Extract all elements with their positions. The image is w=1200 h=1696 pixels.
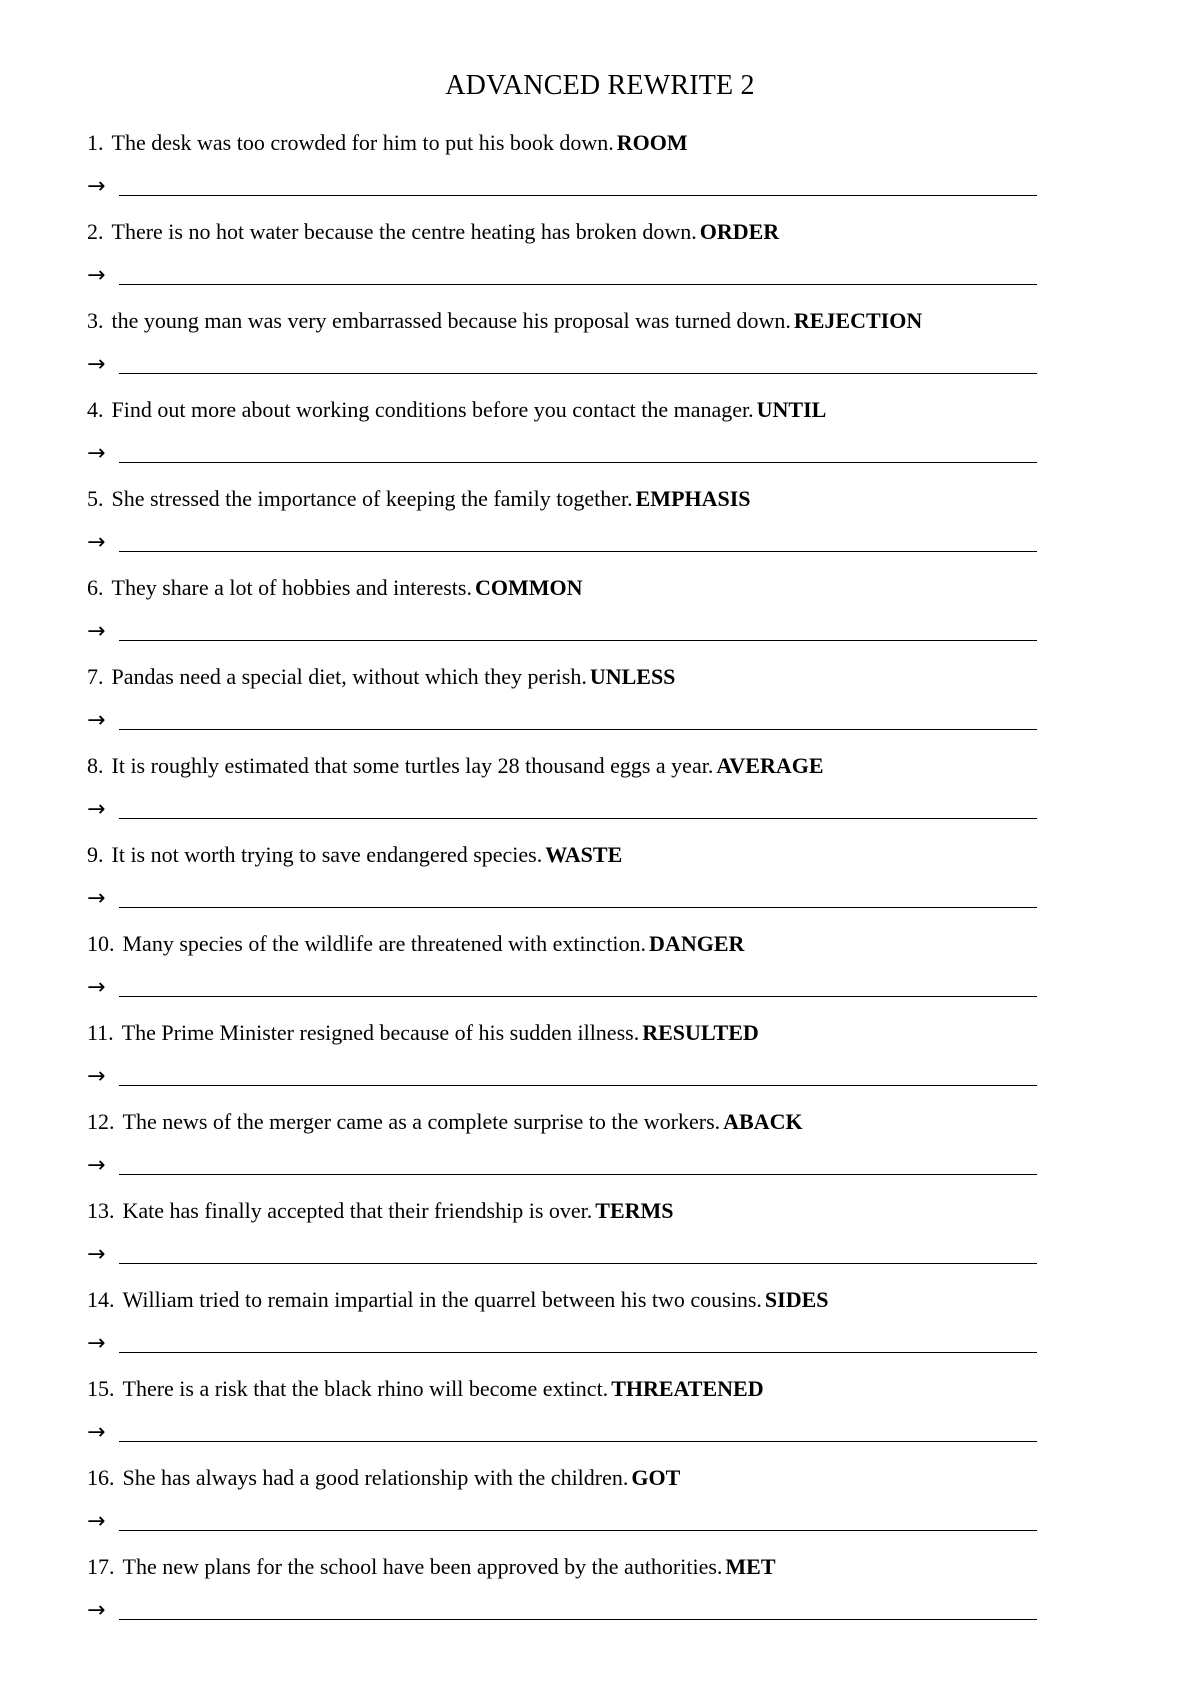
- answer-blank[interactable]: [119, 462, 1037, 463]
- item-sentence: The desk was too crowded for him to put his book down.: [111, 130, 614, 155]
- item-sentence: They share a lot of hobbies and interests.: [111, 575, 472, 600]
- arrow-icon: →: [87, 619, 106, 644]
- question-line: [87, 1374, 1037, 1404]
- item-number: 8.: [87, 753, 104, 778]
- question-line: [87, 395, 1037, 425]
- arrow-icon: →: [87, 1153, 106, 1178]
- answer-line: [87, 1060, 1037, 1090]
- question-line: [87, 751, 1037, 781]
- item-keyword: DANGER: [649, 931, 745, 956]
- item-number: 12.: [87, 1109, 115, 1134]
- exercise-item: [87, 1018, 1037, 1107]
- answer-line: [87, 1505, 1037, 1535]
- item-number: 7.: [87, 664, 104, 689]
- item-sentence: It is roughly estimated that some turtles lay 28 thousand eggs a year.: [111, 753, 714, 778]
- item-number: 6.: [87, 575, 104, 600]
- answer-blank[interactable]: [119, 373, 1037, 374]
- item-number: 2.: [87, 219, 104, 244]
- exercise-item: [87, 1552, 1037, 1641]
- question-line: [87, 1018, 1037, 1048]
- answer-blank[interactable]: [119, 1263, 1037, 1264]
- item-sentence: Find out more about working conditions before you contact the manager.: [111, 397, 754, 422]
- item-number: 5.: [87, 486, 104, 511]
- item-keyword: UNTIL: [756, 397, 827, 422]
- arrow-icon: →: [87, 263, 106, 288]
- answer-line: [87, 259, 1037, 289]
- item-number: 11.: [87, 1020, 114, 1045]
- question-line: [87, 484, 1037, 514]
- arrow-icon: →: [87, 1331, 106, 1356]
- exercise-item: [87, 929, 1037, 1018]
- item-keyword: ORDER: [699, 219, 780, 244]
- answer-line: [87, 704, 1037, 734]
- answer-line: [87, 1238, 1037, 1268]
- item-number: 1.: [87, 130, 104, 155]
- item-sentence: The Prime Minister resigned because of his sudden illness.: [121, 1020, 640, 1045]
- page-title: ADVANCED REWRITE 2: [445, 70, 755, 101]
- answer-line: [87, 1416, 1037, 1446]
- answer-line: [87, 793, 1037, 823]
- answer-line: [87, 882, 1037, 912]
- answer-blank[interactable]: [119, 1174, 1037, 1175]
- arrow-icon: →: [87, 1420, 106, 1445]
- question-line: [87, 840, 1037, 870]
- answer-line: [87, 615, 1037, 645]
- arrow-icon: →: [87, 1242, 106, 1267]
- item-number: 3.: [87, 308, 104, 333]
- arrow-icon: →: [87, 174, 106, 199]
- exercise-item: [87, 662, 1037, 751]
- item-keyword: EMPHASIS: [635, 486, 751, 511]
- answer-line: [87, 971, 1037, 1001]
- exercise-item: [87, 306, 1037, 395]
- item-sentence: The news of the merger came as a complete surprise to the workers.: [122, 1109, 721, 1134]
- item-number: 17.: [87, 1554, 115, 1579]
- item-keyword: ABACK: [723, 1109, 803, 1134]
- exercise-list: [87, 128, 1037, 1641]
- question-line: [87, 1107, 1037, 1137]
- question-line: [87, 128, 1037, 158]
- exercise-item: [87, 1374, 1037, 1463]
- question-line: [87, 217, 1037, 247]
- answer-blank[interactable]: [119, 818, 1037, 819]
- item-keyword: WASTE: [545, 842, 623, 867]
- item-keyword: AVERAGE: [716, 753, 824, 778]
- question-line: [87, 662, 1037, 692]
- exercise-item: [87, 751, 1037, 840]
- answer-blank[interactable]: [119, 1085, 1037, 1086]
- item-number: 15.: [87, 1376, 115, 1401]
- answer-line: [87, 1149, 1037, 1179]
- exercise-item: [87, 1107, 1037, 1196]
- answer-line: [87, 170, 1037, 200]
- item-number: 10.: [87, 931, 115, 956]
- exercise-item: [87, 484, 1037, 573]
- arrow-icon: →: [87, 1598, 106, 1623]
- item-keyword: UNLESS: [589, 664, 676, 689]
- item-sentence: Many species of the wildlife are threatened with extinction.: [122, 931, 647, 956]
- item-sentence: Pandas need a special diet, without which they perish.: [111, 664, 587, 689]
- exercise-item: [87, 1196, 1037, 1285]
- arrow-icon: →: [87, 886, 106, 911]
- item-sentence: The new plans for the school have been approved by the authorities.: [122, 1554, 723, 1579]
- arrow-icon: →: [87, 530, 106, 555]
- exercise-item: [87, 1463, 1037, 1552]
- exercise-item: [87, 573, 1037, 662]
- answer-blank[interactable]: [119, 1530, 1037, 1531]
- arrow-icon: →: [87, 1064, 106, 1089]
- answer-blank[interactable]: [119, 284, 1037, 285]
- answer-blank[interactable]: [119, 551, 1037, 552]
- item-number: 4.: [87, 397, 104, 422]
- exercise-item: [87, 128, 1037, 217]
- arrow-icon: →: [87, 797, 106, 822]
- answer-line: [87, 1327, 1037, 1357]
- answer-blank[interactable]: [119, 729, 1037, 730]
- item-number: 13.: [87, 1198, 115, 1223]
- arrow-icon: →: [87, 975, 106, 1000]
- answer-line: [87, 526, 1037, 556]
- answer-line: [87, 1594, 1037, 1624]
- exercise-item: [87, 395, 1037, 484]
- item-keyword: SIDES: [764, 1287, 829, 1312]
- answer-blank[interactable]: [119, 1441, 1037, 1442]
- item-sentence: William tried to remain impartial in the quarrel between his two cousins.: [122, 1287, 762, 1312]
- item-sentence: the young man was very embarrassed because his proposal was turned down.: [111, 308, 791, 333]
- item-keyword: ROOM: [616, 130, 688, 155]
- question-line: [87, 1463, 1037, 1493]
- item-keyword: REJECTION: [793, 308, 923, 333]
- answer-line: [87, 348, 1037, 378]
- item-sentence: Kate has finally accepted that their friendship is over.: [122, 1198, 593, 1223]
- question-line: [87, 1552, 1037, 1582]
- item-number: 9.: [87, 842, 104, 867]
- answer-line: [87, 437, 1037, 467]
- question-line: [87, 573, 1037, 603]
- answer-blank[interactable]: [119, 195, 1037, 196]
- item-keyword: COMMON: [474, 575, 583, 600]
- arrow-icon: →: [87, 441, 106, 466]
- answer-blank[interactable]: [119, 907, 1037, 908]
- question-line: [87, 1196, 1037, 1226]
- arrow-icon: →: [87, 708, 106, 733]
- item-sentence: It is not worth trying to save endangered species.: [111, 842, 543, 867]
- question-line: [87, 1285, 1037, 1315]
- item-keyword: MET: [725, 1554, 776, 1579]
- item-sentence: She has always had a good relationship with the children.: [122, 1465, 629, 1490]
- item-keyword: TERMS: [595, 1198, 674, 1223]
- exercise-item: [87, 1285, 1037, 1374]
- question-line: [87, 306, 1037, 336]
- answer-blank[interactable]: [119, 996, 1037, 997]
- answer-blank[interactable]: [119, 1619, 1037, 1620]
- item-sentence: There is no hot water because the centre heating has broken down.: [111, 219, 697, 244]
- answer-blank[interactable]: [119, 640, 1037, 641]
- item-sentence: There is a risk that the black rhino will become extinct.: [122, 1376, 609, 1401]
- arrow-icon: →: [87, 1509, 106, 1534]
- arrow-icon: →: [87, 352, 106, 377]
- item-sentence: She stressed the importance of keeping the family together.: [111, 486, 633, 511]
- item-number: 16.: [87, 1465, 115, 1490]
- item-keyword: RESULTED: [642, 1020, 759, 1045]
- item-number: 14.: [87, 1287, 115, 1312]
- exercise-item: [87, 840, 1037, 929]
- item-keyword: GOT: [631, 1465, 681, 1490]
- question-line: [87, 929, 1037, 959]
- answer-blank[interactable]: [119, 1352, 1037, 1353]
- item-keyword: THREATENED: [611, 1376, 764, 1401]
- exercise-item: [87, 217, 1037, 306]
